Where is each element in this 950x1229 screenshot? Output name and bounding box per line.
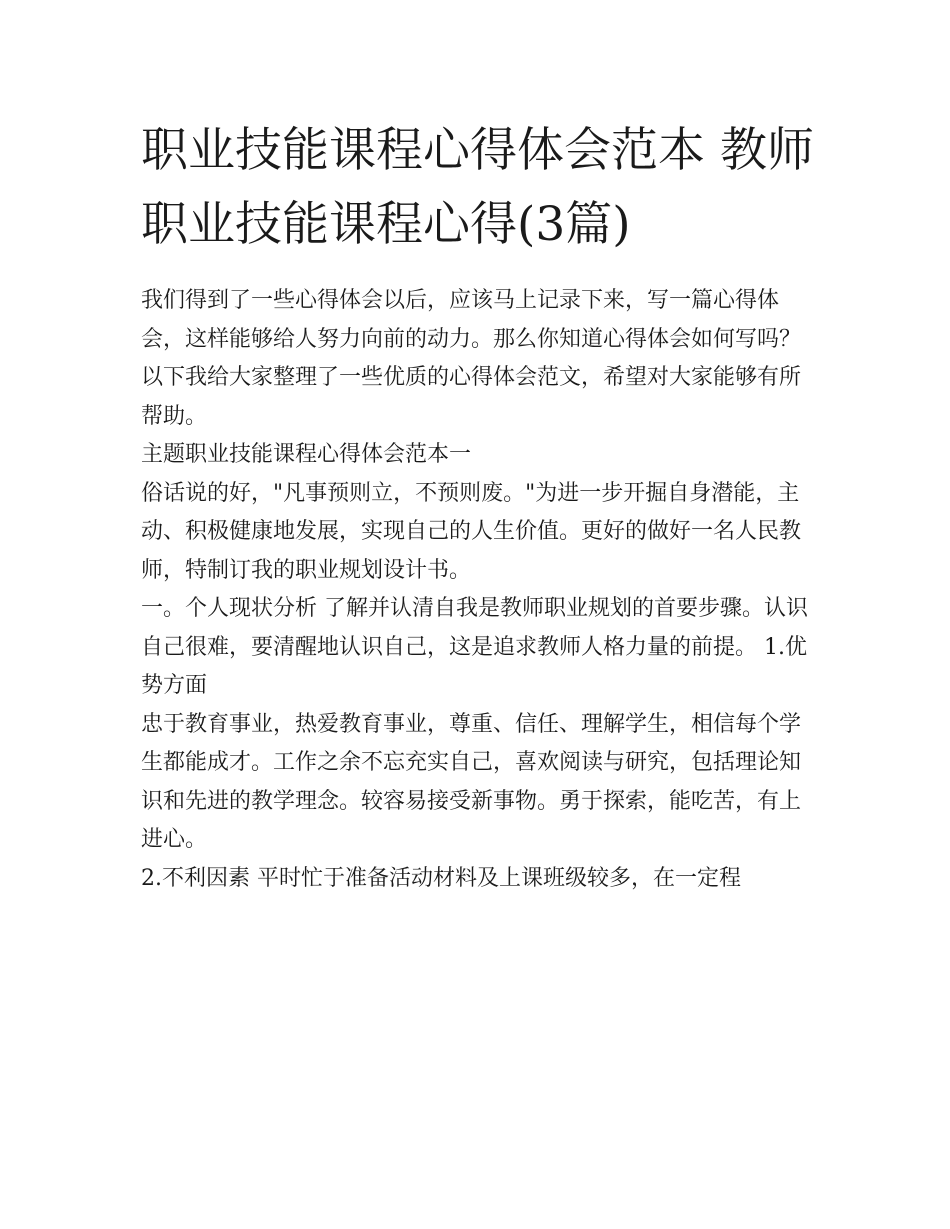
paragraph-intro: 我们得到了一些心得体会以后，应该马上记录下来，写一篇心得体会，这样能够给人努力向前的动力。那么你知道心得体会如何写吗？以下我给大家整理了一些优质的心得体会范文，希望对大家能够有所帮助。	[141, 288, 802, 429]
document-body	[141, 282, 813, 898]
document-title: 职业技能课程心得体会范本 教师职业技能课程心得(3篇)	[141, 123, 814, 252]
paragraph-quote: 俗话说的好，"凡事预则立，不预则废。"为进一步开掘自身潜能，主动、积极健康地发展，实现自己的人生价值。更好的做好一名人民教师，特制订我的职业规划设计书。	[141, 480, 802, 583]
paragraph-heading: 主题职业技能课程心得体会范本一	[141, 442, 472, 467]
paragraph-advantages: 忠于教育事业，热爱教育事业，尊重、信任、理解学生，相信每个学生都能成才。工作之余不忘充实自己，喜欢阅读与研究，包括理论知识和先进的教学理念。较容易接受新事物。勇于探索，能吃苦，有上进心。	[141, 711, 802, 852]
paragraph-disadvantages: 2.不利因素 平时忙于准备活动材料及上课班级较多，在一定程	[141, 865, 741, 891]
paragraph-analysis: 一。个人现状分析 了解并认清自我是教师职业规划的首要步骤。认识自己很难，要清醒地认识自己，这是追求教师人格力量的前提。 1.优势方面	[141, 596, 808, 698]
